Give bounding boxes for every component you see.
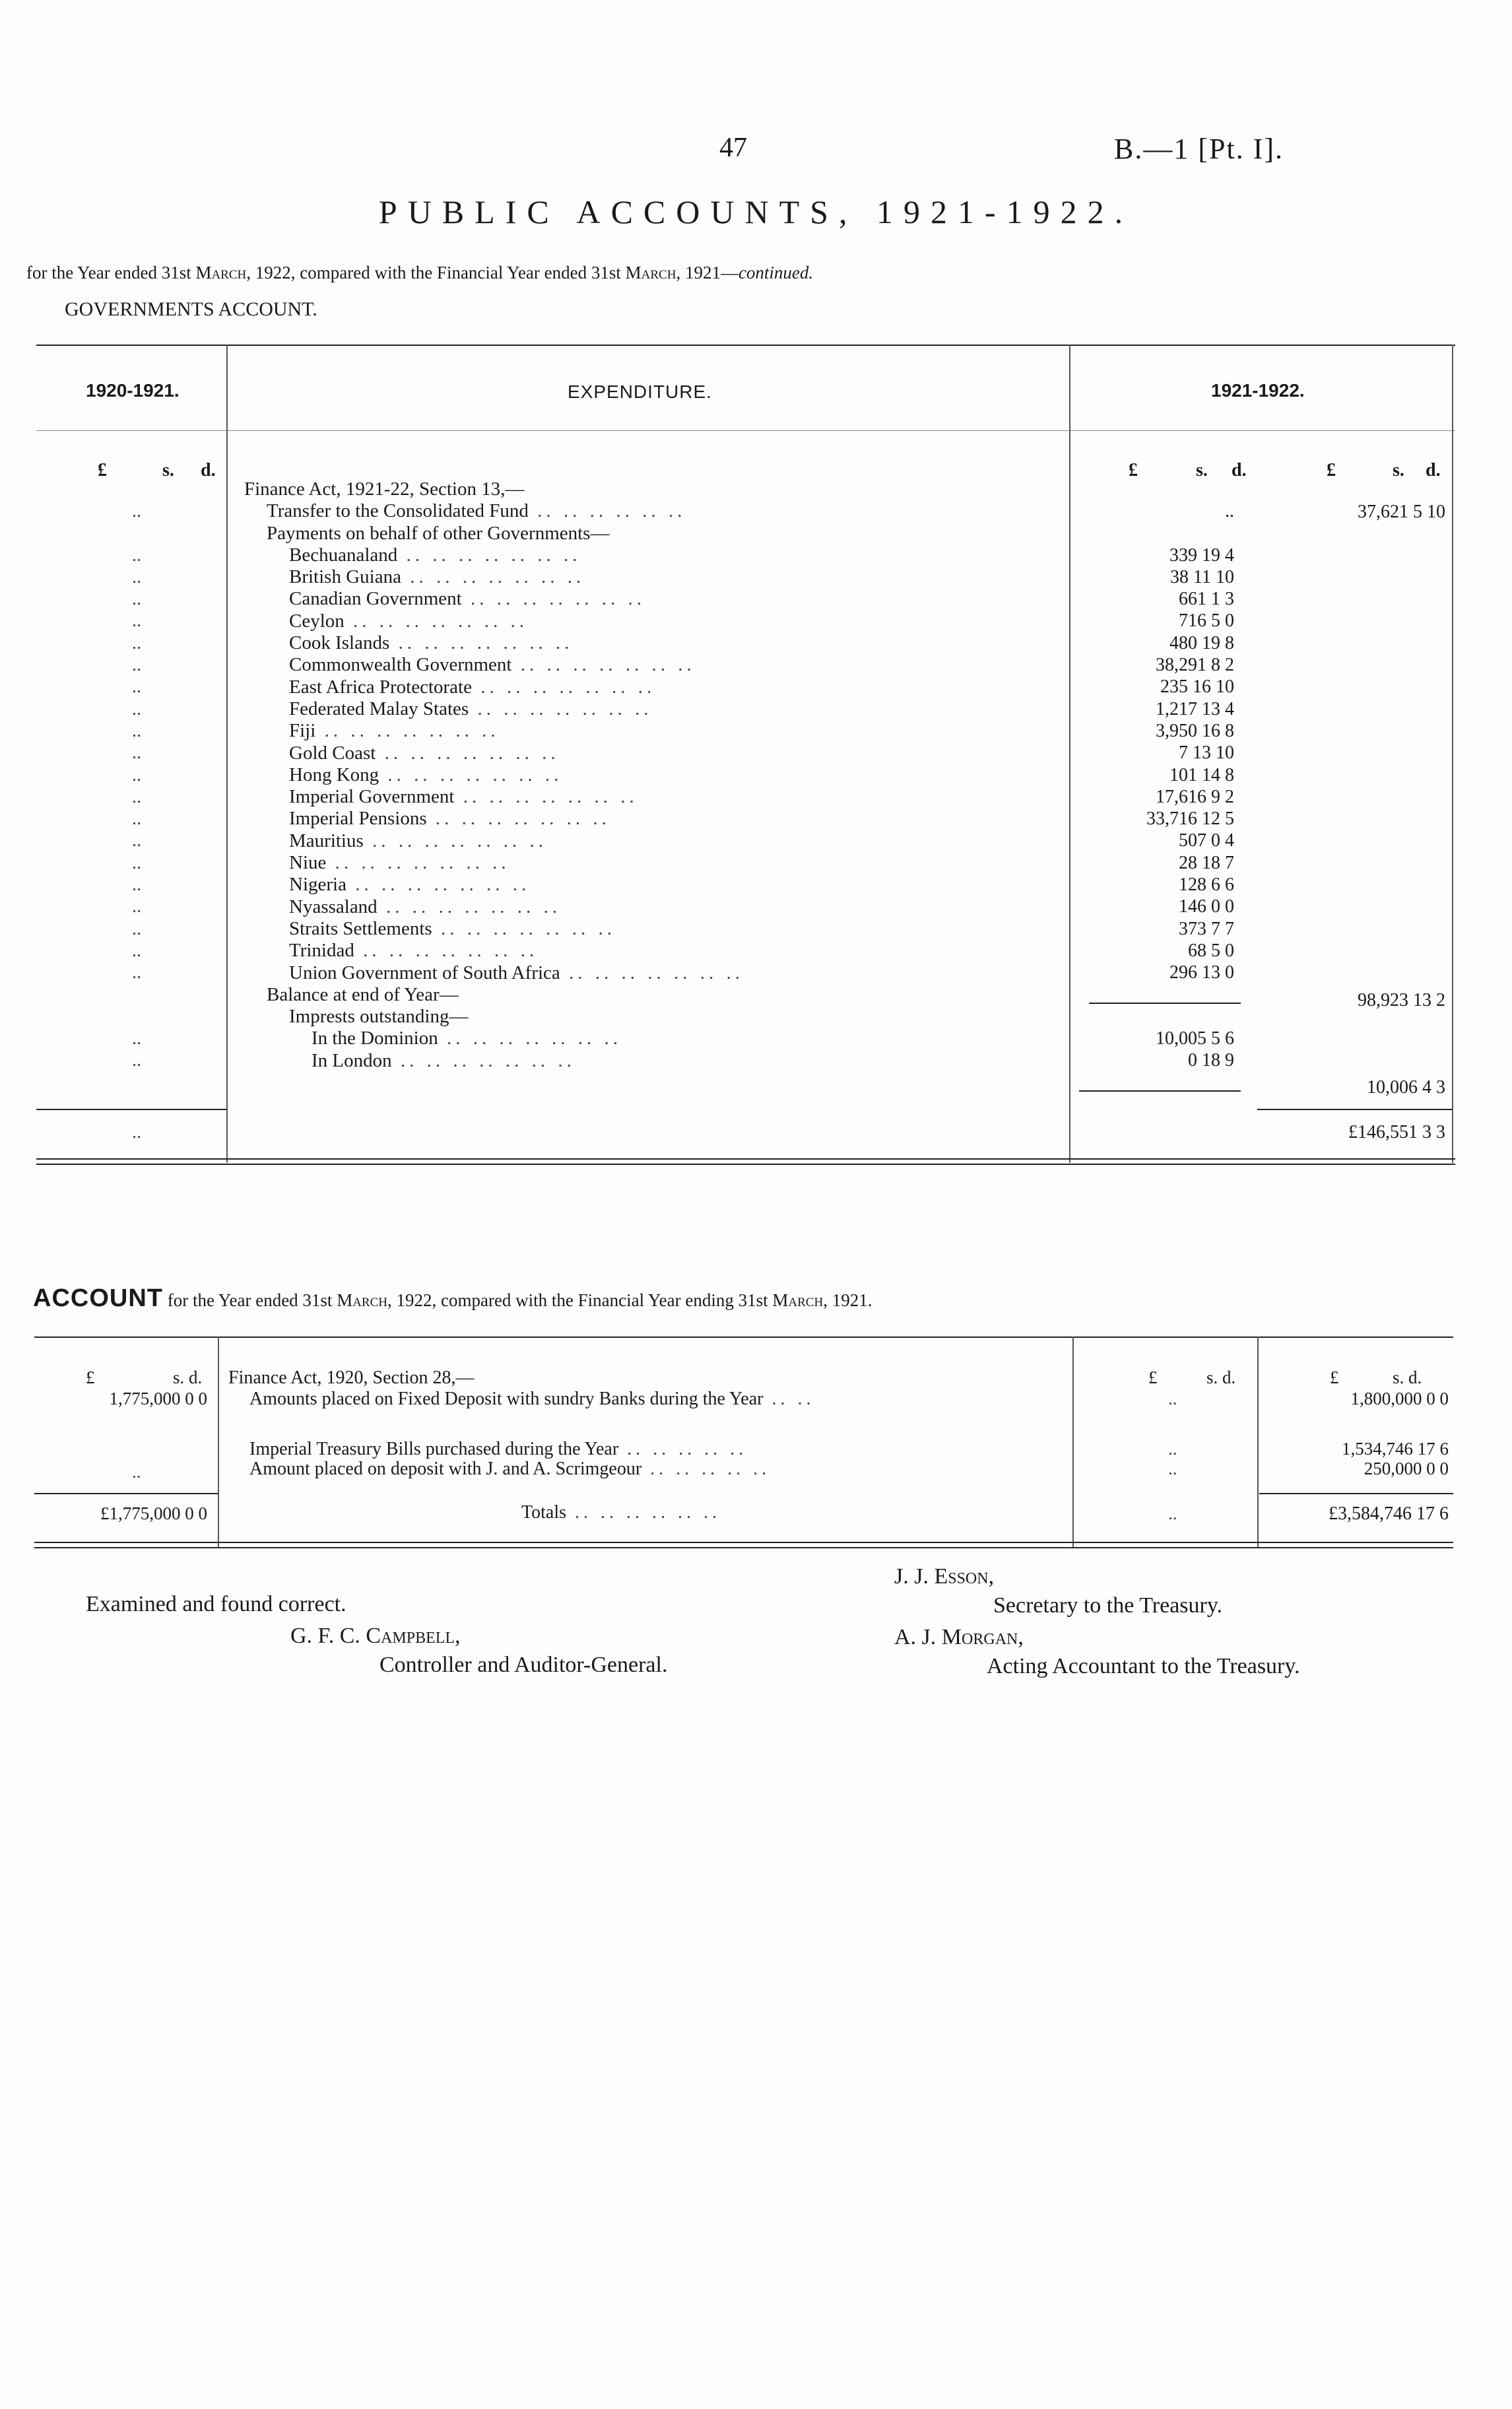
payment-row: Mauritius .. .. .. .. .. .. .. [289, 830, 548, 851]
payment-amount: 7 13 10 [1179, 742, 1234, 764]
left-placeholder: .. [132, 566, 141, 587]
currency-pound: £ [98, 460, 107, 480]
left-total: £1,775,000 0 0 [100, 1503, 207, 1523]
payment-amount: 339 19 4 [1169, 544, 1234, 566]
payment-name: Canadian Government [289, 588, 462, 610]
blank-cell [1082, 1006, 1234, 1028]
payment-name: Trinidad [289, 940, 354, 962]
table-bottom-rule-double [36, 1164, 1455, 1165]
left-placeholder: .. [132, 852, 141, 873]
column-divider [1072, 1336, 1074, 1548]
left-placeholder [132, 984, 141, 1006]
transfer-row: Transfer to the Consolidated Fund .. .. .. .. .. .. [267, 500, 686, 522]
payment-row: Bechuanaland .. .. .. .. .. .. .. [289, 544, 581, 566]
payment-name: Nyassaland [289, 896, 378, 917]
payment-name: Ceylon [289, 610, 345, 632]
left-placeholder: .. [132, 589, 141, 610]
payment-name: Imperial Pensions [289, 808, 427, 830]
payment-row: Federated Malay States .. .. .. .. .. .. .. [289, 698, 653, 719]
totals-inner-placeholder: .. [1168, 1503, 1177, 1523]
left-total-rule [36, 1109, 226, 1110]
payment-amount: 128 6 6 [1179, 874, 1234, 896]
left-placeholder: .. [132, 610, 141, 632]
table-bottom-rule-double [34, 1547, 1453, 1548]
payment-amount: 716 5 0 [1179, 610, 1234, 632]
payment-name: East Africa Protectorate [289, 676, 472, 698]
payment-amount: 68 5 0 [1188, 940, 1234, 961]
left-placeholder: .. [132, 632, 141, 653]
left-placeholder: .. [132, 830, 141, 851]
payment-row: Straits Settlements .. .. .. .. .. .. .. [289, 917, 616, 939]
payment-name: Straits Settlements [289, 917, 432, 939]
payment-row: Imperial Government .. .. .. .. .. .. .. [289, 786, 638, 808]
deposit-grand-total: £3,584,746 17 6 [1329, 1503, 1449, 1524]
payment-amount: 1,217 13 4 [1156, 698, 1234, 719]
payment-amount: 38,291 8 2 [1156, 655, 1234, 676]
imprest-row: In the Dominion .. .. .. .. .. .. .. [312, 1028, 622, 1049]
left-amount: 1,775,000 0 0 [109, 1389, 207, 1408]
expenditure-description-column [244, 478, 744, 1072]
imprests-heading: Imprests outstanding— [289, 1006, 469, 1028]
imprest-row: In London .. .. .. .. .. .. .. [312, 1049, 575, 1071]
auditor-name: G. F. C. Campbell, [290, 1624, 461, 1648]
payment-name: Niue [289, 852, 327, 874]
currency-pound: £ [1129, 460, 1138, 480]
payment-name: Bechuanaland [289, 544, 398, 566]
table-top-rule [36, 345, 1455, 346]
left-placeholder: .. [132, 940, 141, 961]
payment-row: Cook Islands .. .. .. .. .. .. .. [289, 632, 574, 654]
payment-row: Nyassaland .. .. .. .. .. .. .. [289, 896, 561, 917]
left-placeholder: .. [132, 764, 141, 785]
payment-name: Cook Islands [289, 632, 390, 654]
deposit-row: Imperial Treasury Bills purchased during the Year .. .. .. .. .. [249, 1439, 748, 1459]
payment-name: Commonwealth Government [289, 654, 512, 676]
payment-amount: 507 0 4 [1179, 830, 1234, 851]
table-bottom-rule [36, 1158, 1455, 1160]
left-placeholder: .. [132, 501, 141, 521]
deposit-amount: 1,800,000 0 0 [1350, 1389, 1449, 1408]
currency-shilling-pence: s. d. [1393, 1368, 1422, 1387]
payment-name: Federated Malay States [289, 698, 469, 719]
page-title: PUBLIC ACCOUNTS, 1921-1922. [378, 193, 1134, 230]
totals-row: Totals .. .. .. .. .. .. [521, 1502, 721, 1523]
payment-row: Niue .. .. .. .. .. .. .. [289, 852, 510, 874]
currency-shilling: s. [162, 460, 174, 480]
accountant-name: A. J. Morgan, [894, 1625, 1024, 1649]
payment-row: Gold Coast .. .. .. .. .. .. .. [289, 742, 560, 764]
left-total-placeholder: .. [132, 1122, 141, 1142]
header-expenditure: EXPENDITURE. [568, 381, 712, 402]
transfer-inner-placeholder: .. [1225, 501, 1234, 521]
payment-amount: 480 19 8 [1169, 632, 1234, 653]
deposit-heading: Finance Act, 1920, Section 28,— [228, 1368, 475, 1388]
left-placeholder: .. [132, 962, 141, 983]
header-1920-1921: 1920-1921. [86, 380, 180, 401]
left-column-placeholders [132, 500, 141, 1072]
deposit-amount: 250,000 0 0 [1364, 1459, 1449, 1478]
currency-shilling: s. [1196, 460, 1208, 480]
payment-row: Commonwealth Government .. .. .. .. .. .. .. [289, 654, 696, 676]
left-placeholder: .. [132, 896, 141, 917]
payment-row: Fiji .. .. .. .. .. .. .. [289, 720, 500, 742]
payment-amount: 28 18 7 [1179, 852, 1234, 873]
secretary-name: J. J. Esson, [894, 1564, 995, 1589]
header-rule [36, 430, 1455, 431]
payment-amount: 101 14 8 [1169, 764, 1234, 785]
payment-name: British Guiana [289, 566, 401, 588]
payment-amount: 661 1 3 [1179, 589, 1234, 610]
currency-shilling-pence: s. d. [1206, 1368, 1236, 1387]
total-rule [1257, 1109, 1452, 1110]
currency-pound: £ [86, 1368, 95, 1387]
payment-amount: 33,716 12 5 [1146, 808, 1234, 830]
payments-total: 98,923 13 2 [1358, 990, 1445, 1010]
deposit-row: Amount placed on deposit with J. and A. Scrimgeour .. .. .. .. .. [249, 1459, 771, 1479]
payment-amount: 296 13 0 [1169, 962, 1234, 983]
payment-row: Hong Kong .. .. .. .. .. .. .. [289, 764, 563, 785]
payment-name: Hong Kong [289, 764, 379, 785]
balance-heading: Balance at end of Year— [267, 983, 459, 1005]
accountant-title: Acting Accountant to the Treasury. [987, 1654, 1300, 1678]
payment-name: Gold Coast [289, 742, 376, 764]
currency-shilling: s. [1393, 460, 1404, 480]
payment-row: Imperial Pensions .. .. .. .. .. .. .. [289, 808, 610, 830]
left-placeholder: .. [132, 808, 141, 830]
subtotal-rule [1079, 1090, 1241, 1092]
payment-amount: 146 0 0 [1179, 896, 1234, 917]
deposit-account-title: ACCOUNT for the Year ended 31st March, 1922, compared with the Financial Year ending 31st March, 1921. [33, 1284, 872, 1312]
left-total-rule [34, 1493, 218, 1494]
grand-total: £146,551 3 3 [1348, 1122, 1445, 1142]
transfer-total: 37,621 5 10 [1358, 502, 1445, 522]
imprests-total: 10,006 4 3 [1367, 1077, 1445, 1098]
left-placeholder: .. [132, 742, 141, 764]
document-reference: B.—1 [Pt. I]. [1114, 133, 1284, 165]
payment-name: Nigeria [289, 874, 346, 896]
column-divider [218, 1336, 219, 1548]
page-subtitle: for the Year ended 31st March, 1922, compared with the Financial Year ended 31st March, 1921—continued. [26, 263, 814, 282]
payment-name: Imperial Government [289, 786, 455, 808]
deposit-inner-placeholder: .. [1168, 1439, 1177, 1459]
table-bottom-rule [34, 1542, 1453, 1543]
payment-row: Ceylon .. .. .. .. .. .. .. [289, 610, 529, 632]
section-title: GOVERNMENTS ACCOUNT. [65, 298, 317, 320]
table-top-rule [34, 1336, 1453, 1338]
page-number: 47 [719, 133, 747, 163]
left-placeholder: .. [132, 786, 141, 807]
imprest-amount: 0 18 9 [1188, 1050, 1234, 1071]
column-divider [226, 345, 228, 1163]
header-1921-1922: 1921-1922. [1211, 380, 1305, 401]
left-placeholder: .. [132, 918, 141, 939]
right-total-rule [1259, 1493, 1453, 1494]
deposit-row: Amounts placed on Fixed Deposit with sundry Banks during the Year .. .. [249, 1389, 815, 1409]
column-divider [1069, 345, 1070, 1163]
blank-cell [1082, 522, 1234, 544]
left-placeholder [132, 1006, 141, 1028]
secretary-title: Secretary to the Treasury. [993, 1593, 1223, 1618]
currency-pence: d. [201, 460, 216, 480]
payment-name: Fiji [289, 720, 316, 742]
inner-amounts-column [1082, 500, 1234, 1072]
auditor-title: Controller and Auditor-General. [379, 1653, 668, 1677]
currency-pence: d. [1426, 460, 1441, 480]
deposit-inner-placeholder: .. [1168, 1389, 1177, 1408]
left-placeholder [132, 522, 141, 544]
left-placeholder: .. [132, 544, 141, 566]
left-placeholder: .. [132, 874, 141, 896]
currency-pound: £ [1148, 1368, 1158, 1387]
left-placeholder: .. [132, 676, 141, 698]
payment-row: Canadian Government .. .. .. .. .. .. .. [289, 588, 645, 610]
deposit-inner-placeholder: .. [1168, 1459, 1177, 1478]
deposit-amount: 1,534,746 17 6 [1342, 1439, 1449, 1459]
payment-row: British Guiana .. .. .. .. .. .. .. [289, 566, 585, 588]
left-placeholder: .. [132, 655, 141, 676]
payment-amount: 17,616 9 2 [1156, 786, 1234, 807]
left-placeholder: .. [132, 720, 141, 741]
currency-pence: d. [1232, 460, 1247, 480]
currency-pound: £ [1330, 1368, 1339, 1387]
payment-amount: 235 16 10 [1160, 676, 1234, 698]
currency-pound: £ [1327, 460, 1336, 480]
left-placeholder: .. [132, 1028, 141, 1049]
payment-amount: 3,950 16 8 [1156, 720, 1234, 741]
payment-row: Union Government of South Africa .. .. .. .. .. .. .. [289, 962, 744, 983]
payment-row: East Africa Protectorate .. .. .. .. .. .. .. [289, 676, 656, 698]
subtotal-rule [1089, 1003, 1241, 1004]
payment-row: Nigeria .. .. .. .. .. .. .. [289, 874, 531, 896]
imprest-amount: 10,005 5 6 [1156, 1028, 1234, 1049]
payment-row: Trinidad .. .. .. .. .. .. .. [289, 940, 539, 962]
payments-heading: Payments on behalf of other Governments— [267, 522, 610, 544]
payment-name: Union Government of South Africa [289, 962, 560, 983]
payment-name: Mauritius [289, 830, 364, 851]
column-divider [1452, 345, 1453, 1163]
left-placeholder: .. [132, 1050, 141, 1071]
currency-shilling-pence: s. d. [173, 1368, 203, 1387]
payment-amount: 373 7 7 [1179, 918, 1234, 939]
payment-amount: 38 11 10 [1170, 566, 1234, 587]
left-placeholder: .. [132, 1462, 141, 1482]
finance-act-heading: Finance Act, 1921-22, Section 13,— [244, 478, 525, 500]
examined-statement: Examined and found correct. [86, 1592, 346, 1616]
left-placeholder: .. [132, 698, 141, 719]
